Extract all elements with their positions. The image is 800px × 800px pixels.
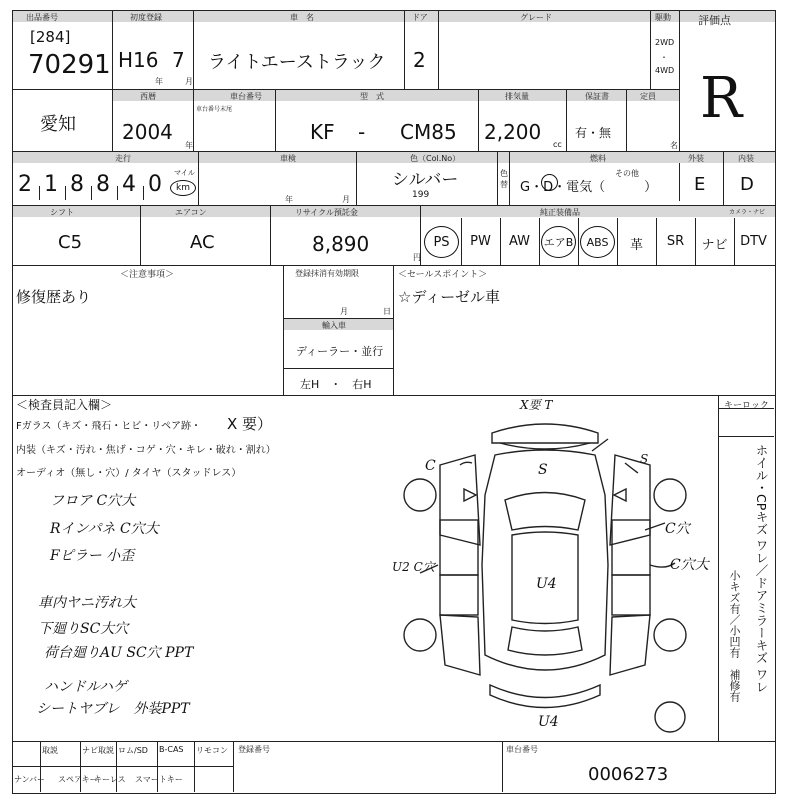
interior: D — [740, 174, 754, 195]
equipment-item: ABS — [580, 226, 615, 258]
tire-rear-left — [404, 619, 436, 651]
type-code: CM85 — [400, 120, 457, 144]
left-rear-door — [440, 575, 478, 615]
drive-4wd: 4WD — [655, 66, 675, 75]
mark-c-big: C穴大 — [670, 557, 709, 573]
footer-item-bottom: キーレス — [94, 775, 126, 784]
mark-s-center: S — [538, 462, 548, 478]
footer-item-bottom: スペアキー — [58, 775, 98, 784]
chassis-number: 0006273 — [588, 764, 669, 785]
mark-line-c-left — [460, 462, 472, 465]
equipment-item: SR — [666, 234, 685, 249]
drive-label: 駆動 — [655, 13, 671, 22]
note-3: Fピラー 小歪 — [50, 548, 135, 564]
month-unit: 月 — [185, 77, 193, 86]
drive-dot: ・ — [660, 53, 668, 62]
import-value: ディーラー・並行 — [296, 345, 384, 358]
displacement-unit: cc — [553, 140, 562, 149]
mark-u4-center: U4 — [536, 576, 557, 592]
inspector-line1-mark: X 要） — [227, 415, 273, 433]
displacement-label: 排気量 — [505, 92, 529, 101]
mileage-unit-km: km — [170, 180, 196, 196]
era-year: H16 — [118, 48, 159, 72]
year-unit: 年 — [155, 77, 163, 86]
equipment-label: 純正装備品 — [540, 208, 580, 217]
mark-c-hole: C穴 — [665, 521, 690, 537]
mileage-digit: 2 — [18, 172, 32, 197]
caution-label: ＜注意事項＞ — [120, 270, 175, 280]
tire-front-right — [654, 479, 686, 511]
small-text: 小キズ有／小凹有 補修有 — [728, 570, 741, 702]
right-rear-door — [612, 575, 650, 615]
note-2: Rインパネ C穴大 — [50, 521, 159, 537]
grade-label: グレード — [520, 13, 552, 22]
model-year-unit: 年 — [185, 141, 193, 150]
note-5: 下廻りSC大穴 — [38, 621, 129, 637]
color-code: 199 — [412, 190, 430, 200]
color-side: 色替 — [500, 169, 508, 189]
body-outline — [482, 450, 608, 670]
mark-x-t: X要 T — [520, 398, 553, 412]
handle-value: 左H ・ 右H — [300, 378, 372, 391]
interior-label: 内装 — [738, 154, 754, 163]
note-4: 車内ヤニ汚れ大 — [38, 595, 136, 611]
recycle-yen: 円 — [413, 253, 421, 262]
equipment-item: PW — [470, 234, 491, 249]
inspector-line3: オーディオ（無し・穴）/ タイヤ（スタッドレス） — [16, 468, 242, 479]
reg-month: 7 — [172, 48, 185, 72]
footer-item-top: リモコン — [196, 746, 228, 755]
footer-item-top: ナビ取説 — [82, 746, 114, 755]
area: 愛知 — [40, 114, 76, 135]
chassis-label: 車台番号 — [506, 745, 538, 754]
footer-item-top: 取説 — [42, 746, 58, 755]
note-7: ハンドルハゲ — [44, 679, 128, 695]
equipment-item: AW — [508, 234, 531, 249]
mark-s-right: S — [640, 452, 649, 466]
camera-label: カメラ・ナビ — [729, 209, 766, 216]
inspection-label: 車台番号 — [230, 92, 262, 101]
mileage-digit: 8 — [96, 172, 110, 197]
inspection-sub: 車台番号末尾 — [196, 106, 233, 113]
tire-front-left — [404, 479, 436, 511]
inspect-year-unit: 年 — [285, 195, 293, 204]
door-label: ドア — [412, 13, 428, 22]
footer-item-bottom: ナンバー — [14, 775, 46, 784]
doors: 2 — [413, 48, 426, 72]
color-label: 色（Col.No） — [410, 154, 461, 163]
ac: AC — [190, 232, 215, 253]
type-dash: - — [358, 120, 366, 144]
score: R — [700, 66, 743, 131]
first-reg-label: 初度登録 — [130, 13, 162, 22]
shift-label: シフト — [50, 208, 74, 217]
mileage-unit-top: マイル — [174, 169, 195, 177]
ac-label: エアコン — [175, 208, 207, 217]
type-prefix: KF — [310, 120, 335, 144]
spare-tire — [655, 702, 685, 732]
reg-number-label: 登録番号 — [238, 745, 270, 754]
mileage-digit: 4 — [122, 172, 136, 197]
car-name: ライトエーストラック — [208, 52, 386, 73]
sale-point-label: ＜セールスポイント＞ — [398, 270, 488, 280]
front-right-fender — [610, 455, 650, 545]
expiry-month-unit: 月 — [340, 307, 348, 316]
model-year: 2004 — [122, 120, 173, 144]
mileage-digit: 1 — [44, 172, 58, 197]
fuel-d-circle — [541, 174, 558, 191]
import-label: 輸入車 — [322, 321, 346, 330]
inspector-line2: 内装（キズ・汚れ・焦げ・コゲ・穴・キレ・破れ・割れ） — [16, 445, 276, 456]
car-name-label: 車 名 — [290, 13, 314, 22]
sale-point-text: ☆ディーゼル車 — [398, 288, 500, 306]
front-left-fender — [440, 455, 480, 545]
mark-u4-rear: U4 — [538, 714, 559, 730]
fuel-other: その他 — [615, 169, 639, 178]
mark-c-left: C — [425, 458, 436, 474]
equipment-item: PS — [424, 226, 459, 258]
right-rear-quarter — [610, 615, 650, 675]
exterior: E — [694, 174, 706, 195]
inspect-label: 車検 — [280, 154, 296, 163]
front-grille — [500, 443, 590, 449]
footer-item-bottom: スマートキー — [135, 775, 183, 784]
front-bumper — [492, 424, 598, 443]
mark-line-c-right — [645, 523, 665, 530]
equipment-item: DTV — [740, 234, 767, 249]
capacity-label: 定員 — [640, 92, 656, 101]
lock-label: キーロック — [724, 401, 769, 411]
right-mirror — [614, 489, 626, 501]
equipment-item: ナビ — [701, 238, 728, 253]
right-front-door — [612, 520, 650, 575]
rear-window — [508, 627, 582, 655]
mark-line-s-right — [625, 463, 638, 473]
inspector-line1: Fガラス（キズ・飛石・ヒビ・リペア跡・ — [16, 421, 202, 432]
warranty-value: 有・無 — [575, 126, 612, 140]
note-6: 荷台廻りAU SC穴 PPT — [44, 645, 194, 661]
lot-label: 出品番号 — [26, 13, 58, 22]
caution-text: 修復歴あり — [16, 288, 92, 306]
mark-line-front — [592, 439, 608, 451]
mileage-digit: 8 — [70, 172, 84, 197]
capacity-unit: 名 — [670, 141, 678, 150]
wheel-text: ホイル・CPキズ ワレ／ドアミラーキズ ワレ — [754, 444, 769, 694]
lot-code: [284] — [30, 28, 71, 46]
windshield — [505, 493, 585, 531]
rear-bumper — [490, 685, 600, 708]
inspector-title: ＜検査員記入欄＞ — [16, 398, 113, 412]
reg-expiry-label: 登録抹消有効期限 — [295, 269, 359, 278]
mileage-digit: 0 — [148, 172, 162, 197]
equipment-item: エアB — [541, 226, 576, 258]
tire-rear-right — [654, 619, 686, 651]
lot-number: 70291 — [28, 50, 111, 80]
type-label: 型 式 — [360, 92, 384, 101]
footer-item-top: ロム/SD — [118, 746, 148, 755]
displacement: 2,200 — [484, 120, 542, 144]
drive-2wd: 2WD — [655, 38, 675, 47]
fuel-label: 燃料 — [590, 154, 606, 163]
fuel-value: G・D・電気（ ） — [520, 180, 658, 195]
color: シルバー — [392, 170, 459, 190]
mark-u2-c: U2 C穴 — [392, 560, 435, 574]
note-8: シートヤブレ 外装PPT — [36, 701, 190, 717]
model-year-label: 西暦 — [140, 92, 156, 101]
equipment-item: 革 — [629, 238, 643, 253]
left-mirror — [464, 489, 476, 501]
shift: C5 — [58, 232, 83, 253]
left-front-door — [440, 520, 478, 575]
footer-item-top: B-CAS — [159, 745, 184, 754]
warranty-label: 保証書 — [585, 92, 609, 101]
recycle-label: リサイクル預託金 — [295, 208, 358, 217]
score-label: 評価点 — [698, 14, 731, 27]
exterior-label: 外装 — [688, 154, 704, 163]
note-1: フロア C穴大 — [50, 493, 136, 509]
left-rear-quarter — [440, 615, 480, 675]
mileage-label: 走行 — [115, 154, 131, 163]
inspect-month-unit: 月 — [342, 195, 350, 204]
recycle: 8,890 — [312, 232, 370, 256]
expiry-day-unit: 日 — [383, 307, 391, 316]
